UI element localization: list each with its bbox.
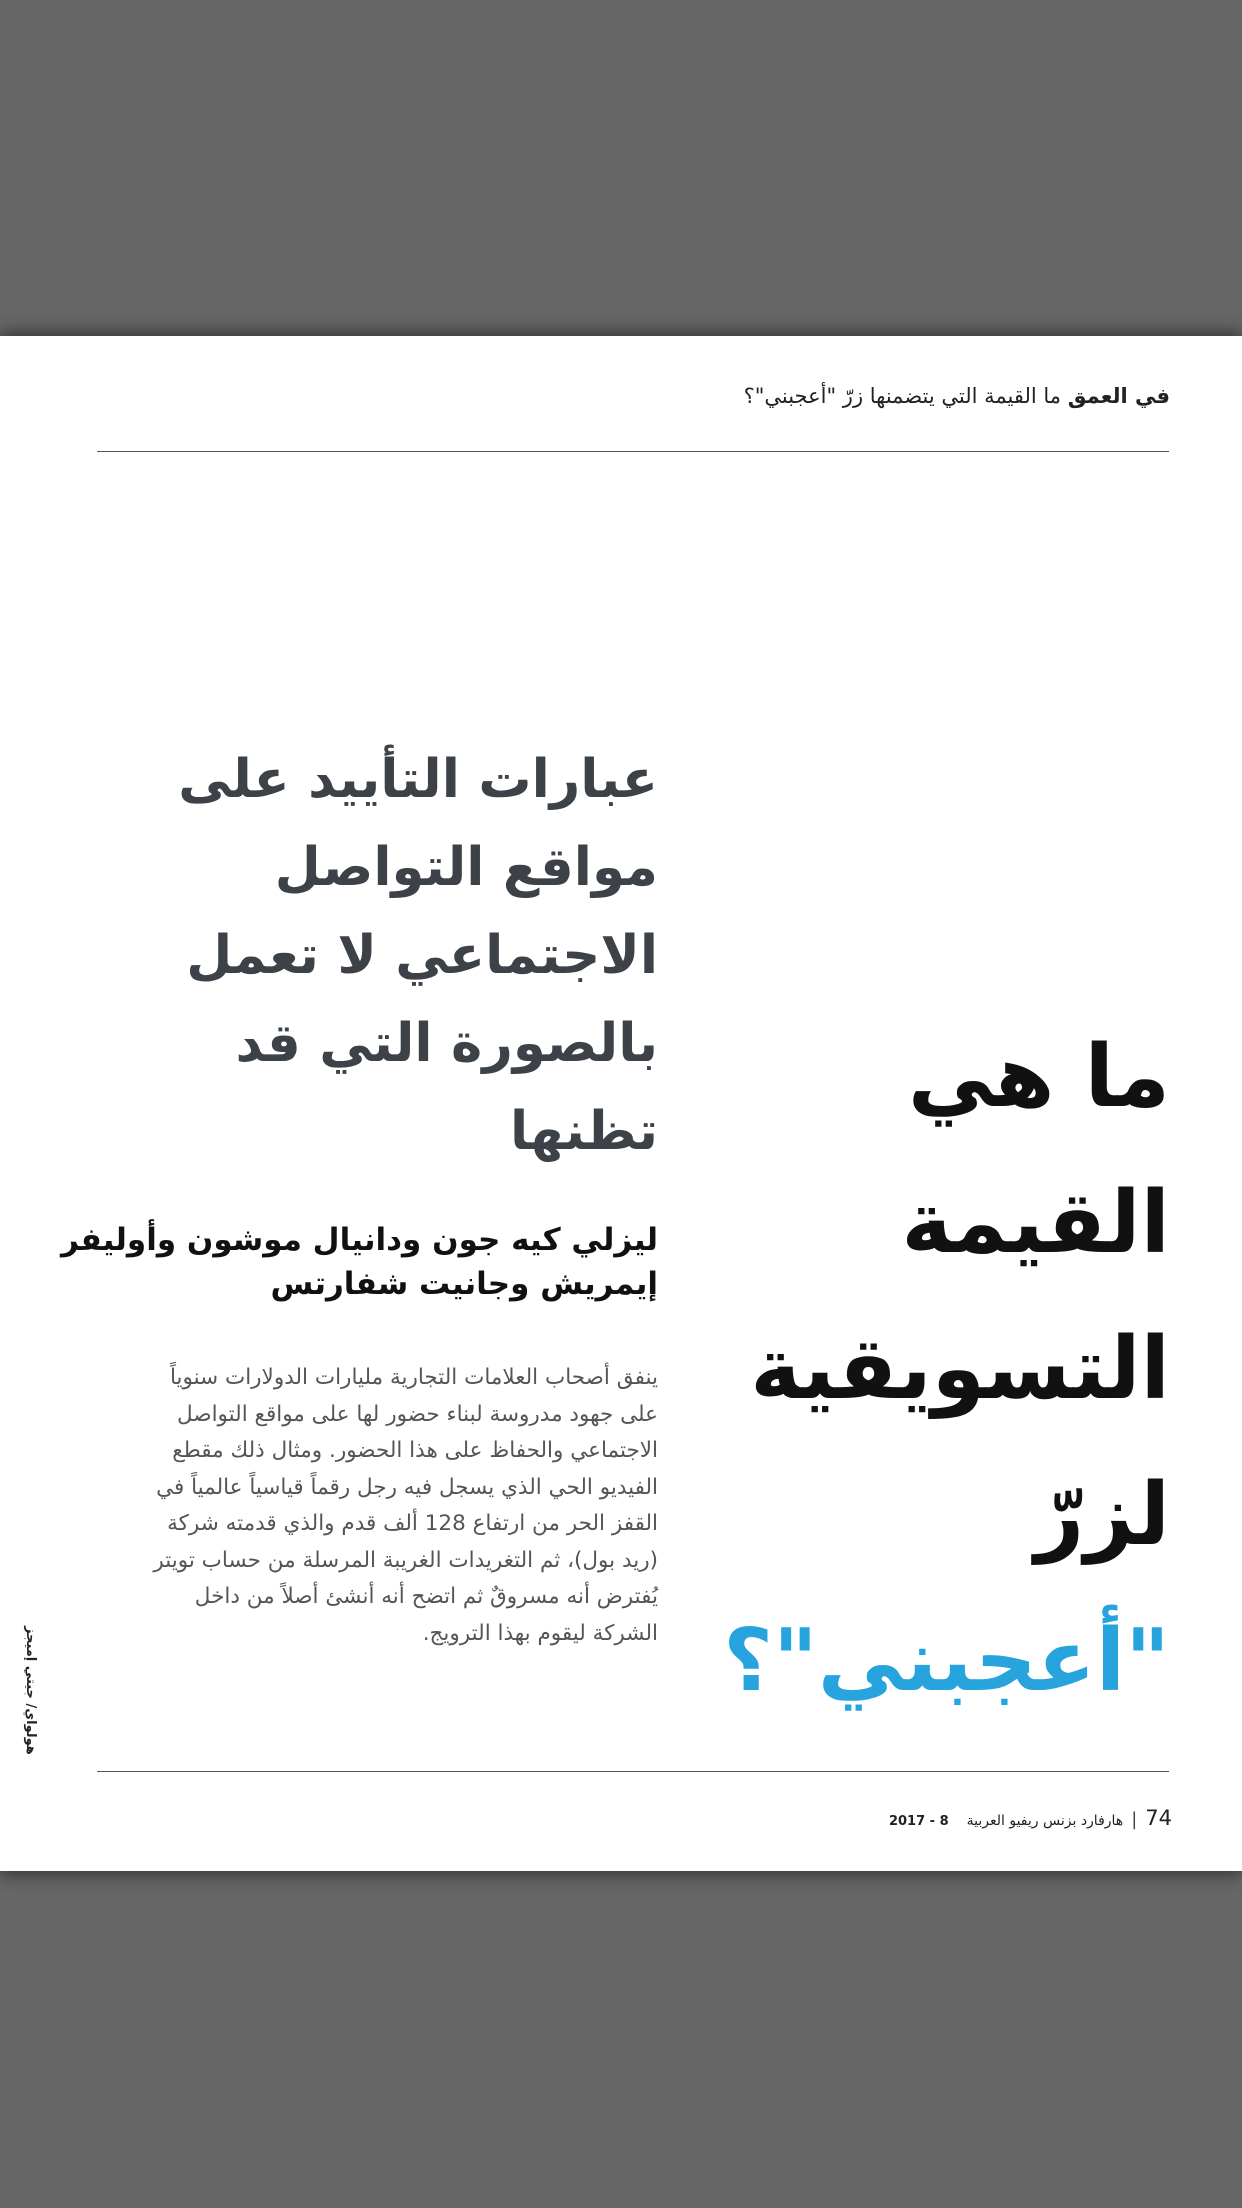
title-question-mark: ؟	[723, 1611, 773, 1711]
article-body: ينفق أصحاب العلامات التجارية مليارات الدولارات سنوياً على جهود مدروسة لبناء حضور لها على مواقع التواصل الاجتماعي والحفاظ على هذا الحضور. ومثال ذلك مقطع الفيديو الحي الذي يسجل فيه رجل رقماً قياسياً عالمياً في القفز الحر من ارتفاع 128 ألف قدم والذي قدمته شركة (ريد بول)، ثم التغريدات الغريبة المرسلة من حساب تويتر يُفترض أنه مسروقٌ ثم اتضح أنه أنشئ أصلاً من داخل الشركة ليقوم بهذا الترويج.	[153, 1365, 658, 1646]
magazine-page	[0, 336, 1242, 1871]
article-title	[650, 1004, 1170, 1734]
section-label: في العمق	[1067, 384, 1170, 408]
top-divider	[97, 451, 1169, 452]
issue-date: 2017 - 8	[888, 1814, 949, 1829]
bottom-divider	[97, 1771, 1169, 1772]
title-line: التسويقية	[750, 1319, 1170, 1419]
title-line: القيمة	[901, 1173, 1170, 1273]
image-credit: هولواي/ جيتي إميجز	[23, 1626, 38, 1755]
page-number: 74	[1145, 1806, 1172, 1830]
running-title: ما القيمة التي يتضمنها زرّ "أعجبني"؟	[743, 384, 1062, 408]
title-prefix: لزرّ	[1034, 1465, 1170, 1565]
title-line: ما هي	[907, 1027, 1170, 1127]
article-deck: عبارات التأييد على مواقع التواصل الاجتماعي لا تعمل بالصورة التي قد تظنها	[178, 749, 658, 1162]
footer-separator: |	[1131, 1809, 1138, 1830]
title-accent-word: "أعجبني"	[772, 1611, 1170, 1711]
title-line-last	[650, 1442, 1170, 1734]
magazine-name: هارفارد بزنس ريفيو العربية	[966, 1813, 1124, 1829]
article-authors: ليزلي كيه جون ودانيال موشون وأوليفر إيمريش وجانيت شفارتس	[61, 1222, 658, 1302]
page-footer	[889, 1806, 1172, 1830]
running-header	[744, 384, 1170, 408]
